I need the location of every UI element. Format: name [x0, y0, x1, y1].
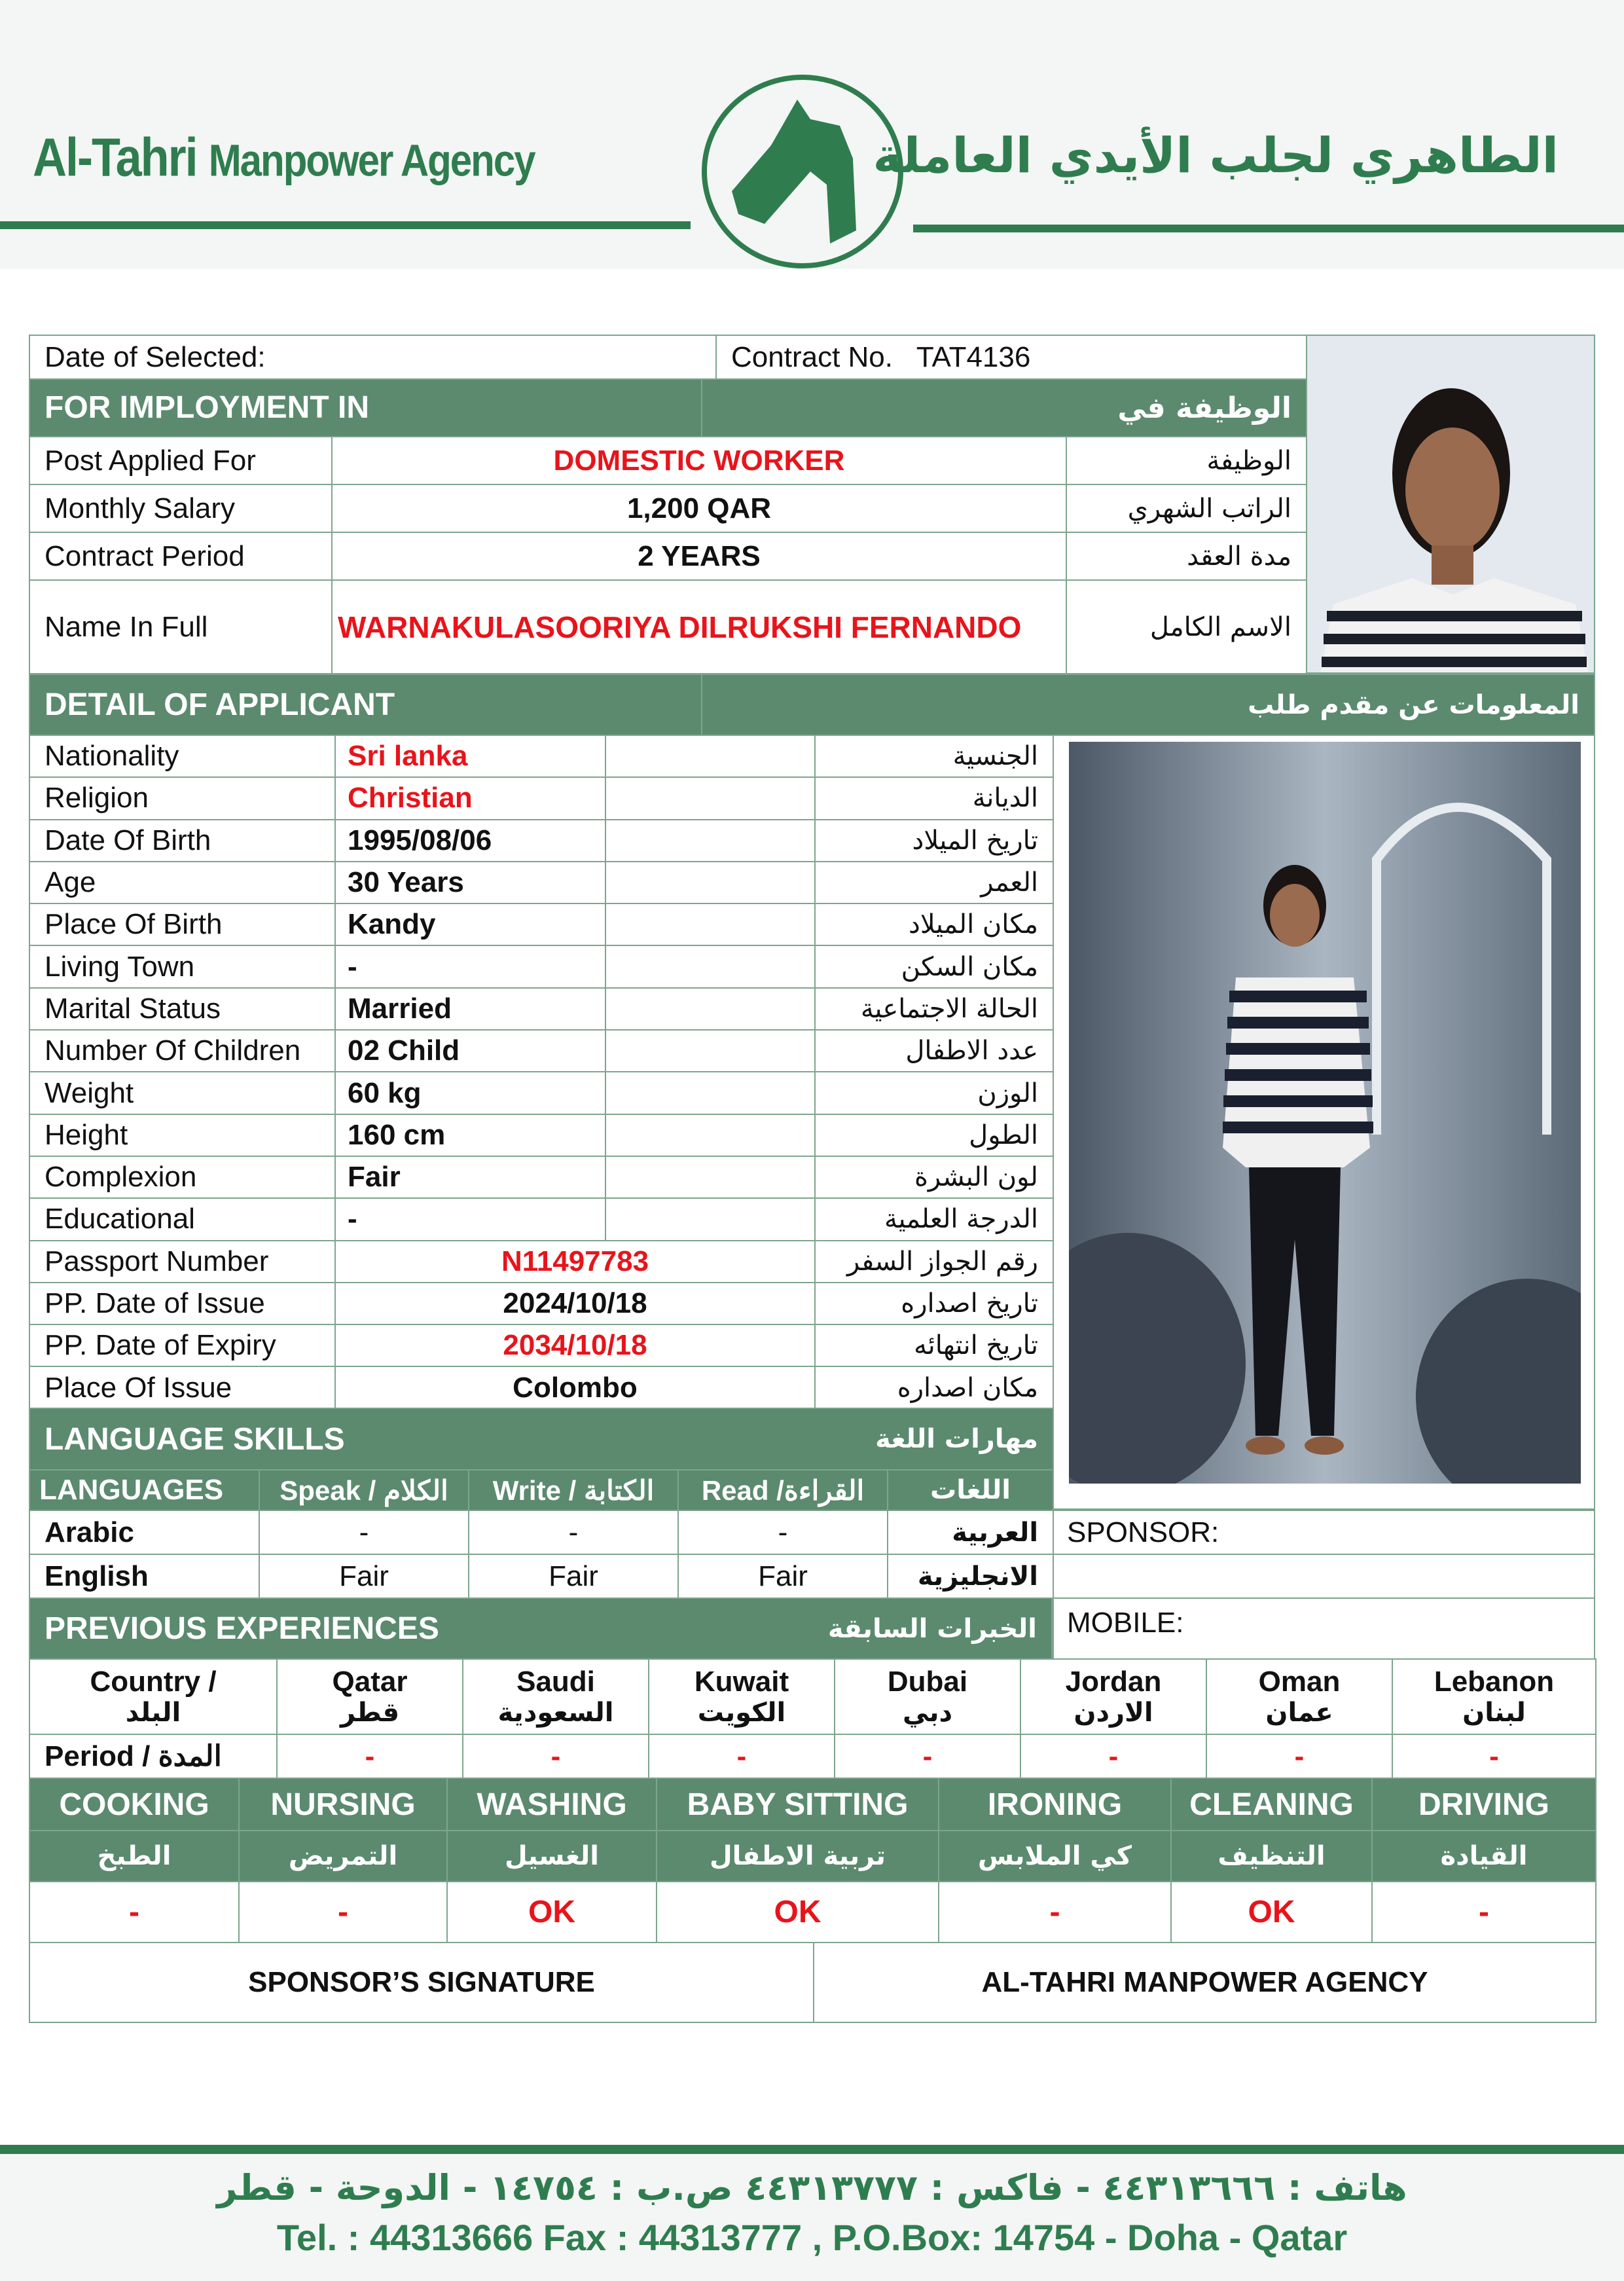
- detail-row: [29, 820, 1053, 862]
- detail-row: [29, 777, 1053, 819]
- detail-label: Marital Status: [29, 988, 335, 1030]
- country-name-ar: قطر: [340, 1697, 400, 1728]
- detail-label-ar: مكان السكن: [815, 945, 1053, 987]
- date-selected-label: Date of Selected:: [45, 341, 266, 373]
- detail-label-ar: العمر: [815, 862, 1053, 903]
- detail-blank: [605, 820, 815, 862]
- mobile-label: MOBILE:: [1053, 1598, 1595, 1659]
- footer-contact-en: Tel. : 44313666 Fax : 44313777 , P.O.Box: 14754 - Doha - Qatar: [276, 2217, 1348, 2258]
- country-label-ar: البلد: [125, 1697, 181, 1728]
- skill-name-ar: الغسيل: [447, 1831, 657, 1882]
- detail-value: 30 Years: [335, 862, 605, 903]
- skill-value: OK: [657, 1882, 939, 1943]
- detail-row: [29, 735, 1053, 777]
- country-name-ar: الاردن: [1074, 1697, 1153, 1728]
- skill-name-ar: كي الملابس: [939, 1831, 1171, 1882]
- skill-name: NURSING: [239, 1778, 447, 1831]
- detail-label-ar: الدرجة العلمية: [815, 1198, 1053, 1240]
- skill-name: BABY SITTING: [657, 1778, 939, 1831]
- detail-blank: [605, 903, 815, 945]
- skill-name-ar: الطبخ: [29, 1831, 239, 1882]
- detail-row: [29, 1241, 1053, 1283]
- country-cell: [649, 1659, 835, 1734]
- employment-section-header: [29, 379, 1307, 437]
- country-cell: [277, 1659, 463, 1734]
- language-name-ar: الانجليزية: [888, 1554, 1053, 1598]
- detail-value: N11497783: [335, 1241, 815, 1283]
- detail-label-ar: عدد الاطفال: [815, 1030, 1053, 1072]
- language-header-row: [29, 1470, 1053, 1510]
- detail-row: [29, 1114, 1053, 1156]
- detail-label: Number Of Children: [29, 1030, 335, 1072]
- period-value: -: [1020, 1734, 1206, 1778]
- country-cell: [1206, 1659, 1392, 1734]
- portrait-image: [1307, 336, 1595, 674]
- employment-value: WARNAKULASOORIYA DILRUKSHI FERNANDO: [332, 580, 1066, 674]
- detail-label-ar: الوزن: [815, 1072, 1053, 1114]
- employment-title: FOR IMPLOYMENT IN: [30, 380, 702, 436]
- employment-title-ar: الوظيفة في: [1117, 391, 1291, 425]
- header-rule-left: [0, 221, 691, 229]
- applicant-details-table: [29, 735, 1054, 1410]
- language-read: Fair: [678, 1554, 888, 1598]
- detail-row: [29, 1324, 1053, 1366]
- employment-label: Name In Full: [29, 580, 332, 674]
- employment-table: [29, 335, 1307, 674]
- sponsor-box: [1053, 1510, 1595, 1660]
- detail-value: 2034/10/18: [335, 1324, 815, 1366]
- detail-label: Living Town: [29, 945, 335, 987]
- detail-value: 1995/08/06: [335, 820, 605, 862]
- detail-label-ar: تاريخ الميلاد: [815, 820, 1053, 862]
- experience-title: PREVIOUS EXPERIENCES: [45, 1611, 439, 1646]
- period-value: -: [463, 1734, 649, 1778]
- language-speak: Fair: [259, 1554, 469, 1598]
- date-selected: [30, 336, 717, 378]
- period-value: -: [277, 1734, 463, 1778]
- language-row: [29, 1510, 1053, 1554]
- skill-value: OK: [1171, 1882, 1372, 1943]
- col-speak: Speak / الكلام: [259, 1470, 469, 1510]
- experience-section-header: [29, 1598, 1052, 1659]
- detail-value: -: [335, 945, 605, 987]
- detail-value: 60 kg: [335, 1072, 605, 1114]
- experience-title-ar: الخبرات السابقة: [827, 1613, 1037, 1644]
- skills-value-row: [29, 1882, 1596, 1943]
- detail-value: Sri lanka: [335, 735, 605, 777]
- skill-name: CLEANING: [1171, 1778, 1372, 1831]
- col-languages: LANGUAGES: [29, 1470, 259, 1510]
- detail-row: [29, 988, 1053, 1030]
- skill-name-ar: التنظيف: [1171, 1831, 1372, 1882]
- employment-label: Monthly Salary: [29, 484, 332, 532]
- skill-name: WASHING: [447, 1778, 657, 1831]
- period-value: -: [835, 1734, 1020, 1778]
- detail-label: Age: [29, 862, 335, 903]
- language-name: Arabic: [29, 1510, 259, 1554]
- detail-blank: [605, 1030, 815, 1072]
- employment-value: 1,200 QAR: [332, 484, 1066, 532]
- detail-header-table: [29, 674, 1595, 736]
- country-name: Oman: [1258, 1666, 1341, 1698]
- detail-title-ar: المعلومات عن مقدم طلب: [1248, 689, 1579, 720]
- language-name: English: [29, 1554, 259, 1598]
- country-cell: [1020, 1659, 1206, 1734]
- country-name-ar: دبي: [902, 1697, 952, 1728]
- detail-label: Weight: [29, 1072, 335, 1114]
- detail-label: Educational: [29, 1198, 335, 1240]
- detail-row: [29, 862, 1053, 903]
- detail-value: Kandy: [335, 903, 605, 945]
- period-value: -: [649, 1734, 835, 1778]
- skill-name: DRIVING: [1372, 1778, 1596, 1831]
- country-cell: [463, 1659, 649, 1734]
- detail-blank: [605, 862, 815, 903]
- detail-label: PP. Date of Expiry: [29, 1324, 335, 1366]
- detail-label-ar: مكان اصداره: [815, 1366, 1053, 1408]
- detail-row: [29, 1072, 1053, 1114]
- country-name-ar: عمان: [1265, 1697, 1333, 1728]
- country-name: Saudi: [516, 1666, 595, 1698]
- detail-label-ar: لون البشرة: [815, 1156, 1053, 1198]
- signature-table: [29, 1942, 1597, 2023]
- language-table: [29, 1408, 1054, 1599]
- detail-value: Christian: [335, 777, 605, 819]
- period-value: -: [1206, 1734, 1392, 1778]
- employment-value: 2 YEARS: [332, 532, 1066, 580]
- detail-blank: [605, 735, 815, 777]
- country-name-ar: الكويت: [697, 1697, 786, 1728]
- country-cell: [835, 1659, 1020, 1734]
- country-name: Dubai: [887, 1666, 968, 1698]
- employment-row: [29, 484, 1307, 532]
- detail-title: DETAIL OF APPLICANT: [30, 675, 702, 735]
- skill-name: IRONING: [939, 1778, 1171, 1831]
- language-section-header: [29, 1408, 1053, 1470]
- contract-no-label: Contract No.: [731, 340, 893, 373]
- language-name-ar: العربية: [888, 1510, 1053, 1554]
- employment-label-ar: الوظيفة: [1066, 437, 1307, 484]
- contract-no-value: TAT4136: [916, 340, 1031, 373]
- country-label-cell: [29, 1659, 277, 1734]
- skill-name: COOKING: [29, 1778, 239, 1831]
- skills-table: [29, 1778, 1597, 1943]
- detail-blank: [605, 1114, 815, 1156]
- agency-name-en-rest: Manpower Agency: [208, 135, 535, 186]
- detail-label-ar: الديانة: [815, 777, 1053, 819]
- country-row: [29, 1659, 1596, 1734]
- period-label: Period / المدة: [29, 1734, 277, 1778]
- detail-value: -: [335, 1198, 605, 1240]
- detail-row: [29, 1198, 1053, 1240]
- language-write: -: [469, 1510, 678, 1554]
- detail-value: 2024/10/18: [335, 1283, 815, 1324]
- country-name: Lebanon: [1434, 1666, 1555, 1698]
- sponsor-signature: SPONSOR’S SIGNATURE: [29, 1943, 814, 2022]
- detail-label-ar: الحالة الاجتماعية: [815, 988, 1053, 1030]
- country-label: Country /: [90, 1666, 217, 1698]
- detail-blank: [605, 945, 815, 987]
- detail-value: Fair: [335, 1156, 605, 1198]
- detail-label: Date Of Birth: [29, 820, 335, 862]
- employment-row: [29, 532, 1307, 580]
- detail-blank: [605, 1156, 815, 1198]
- col-write: Write / الكتابة: [469, 1470, 678, 1510]
- applicant-full-body-photo: [1069, 742, 1581, 1484]
- detail-label: Place Of Birth: [29, 903, 335, 945]
- detail-label: Passport Number: [29, 1241, 335, 1283]
- detail-label: Height: [29, 1114, 335, 1156]
- horse-logo-icon: [699, 73, 906, 270]
- detail-value: 02 Child: [335, 1030, 605, 1072]
- skill-name-ar: القيادة: [1372, 1831, 1596, 1882]
- detail-blank: [605, 988, 815, 1030]
- skill-value: -: [939, 1882, 1171, 1943]
- employment-label: Contract Period: [29, 532, 332, 580]
- full-body-image: [1069, 742, 1581, 1484]
- skill-value: -: [1372, 1882, 1596, 1943]
- footer-contact-ar: هاتف : ٤٤٣١٣٦٦٦ - فاكس : ٤٤٣١٣٧٧٧ ص.ب : ١٤٧٥٤ - الدوحة - قطر: [217, 2167, 1407, 2208]
- detail-label: Complexion: [29, 1156, 335, 1198]
- language-speak: -: [259, 1510, 469, 1554]
- detail-label-ar: الطول: [815, 1114, 1053, 1156]
- letterhead: [0, 0, 1624, 269]
- skill-value: -: [29, 1882, 239, 1943]
- applicant-portrait-photo: [1306, 335, 1595, 674]
- contract-no: [717, 341, 1030, 374]
- experience-table: [29, 1658, 1597, 1779]
- col-read: Read /القراءة: [678, 1470, 888, 1510]
- skill-value: -: [239, 1882, 447, 1943]
- detail-label: Place Of Issue: [29, 1366, 335, 1408]
- language-write: Fair: [469, 1554, 678, 1598]
- skill-name-ar: التمريض: [239, 1831, 447, 1882]
- employment-label: Post Applied For: [29, 437, 332, 484]
- col-languages-ar: اللغات: [888, 1470, 1053, 1510]
- employment-row: [29, 580, 1307, 674]
- country-name-ar: السعودية: [497, 1697, 614, 1728]
- agency-signature: AL-TAHRI MANPOWER AGENCY: [814, 1943, 1596, 2022]
- language-title-ar: مهارات اللغة: [875, 1424, 1039, 1454]
- detail-label-ar: رقم الجواز السفر: [815, 1241, 1053, 1283]
- period-row: [29, 1734, 1596, 1778]
- detail-row: [29, 1030, 1053, 1072]
- employment-value: DOMESTIC WORKER: [332, 437, 1066, 484]
- country-name: Kuwait: [694, 1666, 789, 1698]
- detail-row: [29, 945, 1053, 987]
- skills-ar-row: [29, 1831, 1596, 1882]
- skill-value: OK: [447, 1882, 657, 1943]
- detail-label: Religion: [29, 777, 335, 819]
- detail-label-ar: تاريخ اصداره: [815, 1283, 1053, 1324]
- experience-header-table: [29, 1597, 1053, 1660]
- country-name: Jordan: [1065, 1666, 1162, 1698]
- employment-label-ar: مدة العقد: [1066, 532, 1307, 580]
- detail-label-ar: مكان الميلاد: [815, 903, 1053, 945]
- country-name-ar: لبنان: [1462, 1697, 1526, 1728]
- detail-section-header: [29, 674, 1595, 735]
- detail-blank: [605, 1198, 815, 1240]
- detail-row: [29, 1283, 1053, 1324]
- detail-row: [29, 1366, 1053, 1408]
- detail-label: PP. Date of Issue: [29, 1283, 335, 1324]
- skill-name-ar: تربية الاطفال: [657, 1831, 939, 1882]
- sponsor-value: [1053, 1554, 1595, 1598]
- employment-label-ar: الاسم الكامل: [1066, 580, 1307, 674]
- header-rule-right: [913, 225, 1624, 232]
- detail-value: Married: [335, 988, 605, 1030]
- country-name: Qatar: [332, 1666, 408, 1698]
- detail-blank: [605, 777, 815, 819]
- detail-label-ar: الجنسية: [815, 735, 1053, 777]
- detail-row: [29, 903, 1053, 945]
- language-row: [29, 1554, 1053, 1598]
- country-cell: [1392, 1659, 1596, 1734]
- detail-row: [29, 1156, 1053, 1198]
- language-title: LANGUAGE SKILLS: [45, 1421, 345, 1457]
- employment-label-ar: الراتب الشهري: [1066, 484, 1307, 532]
- period-value: -: [1392, 1734, 1596, 1778]
- footer-rule: [0, 2145, 1624, 2154]
- agency-name-en-bold: Al-Tahri: [33, 128, 197, 188]
- employment-row: [29, 437, 1307, 484]
- agency-name-ar: الطاهري لجلب الأيدي العاملة: [873, 128, 1559, 184]
- sponsor-label: SPONSOR:: [1053, 1510, 1595, 1554]
- detail-label-ar: تاريخ انتهائه: [815, 1324, 1053, 1366]
- language-read: -: [678, 1510, 888, 1554]
- skills-en-row: [29, 1778, 1596, 1831]
- agency-name-en: [33, 127, 535, 189]
- detail-label: Nationality: [29, 735, 335, 777]
- detail-value: 160 cm: [335, 1114, 605, 1156]
- detail-value: Colombo: [335, 1366, 815, 1408]
- detail-blank: [605, 1072, 815, 1114]
